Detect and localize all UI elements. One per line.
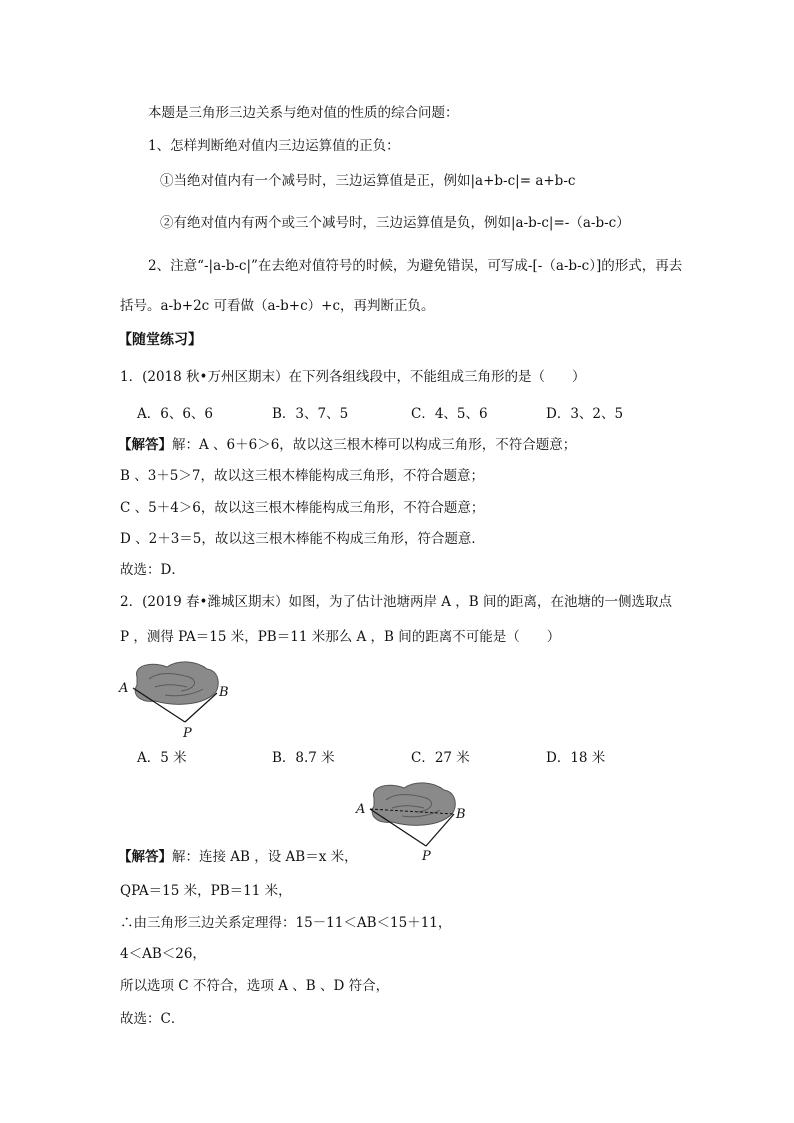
label-b: B [456, 807, 466, 822]
intro-line-5: 2、注意“-|a-b-c|”在去绝对值符号的时候，为避免错误，可写成-[-（a-b-c）]的形式，再去 [148, 258, 683, 274]
intro-line-2: 1、怎样判断绝对值内三边运算值的正负： [148, 138, 400, 154]
q1-conclusion: 故选：D． [120, 562, 185, 578]
label-a: A [119, 681, 129, 696]
q1-stem: 1．(2018 秋•万州区期末）在下列各组线段中，不能组成三角形的是（ ） [120, 369, 586, 385]
q1-option-b: B．3、7、5 [272, 406, 349, 422]
q2-stem-line-1: 2．(2019 春•潍城区期末）如图，为了估计池塘两岸 A ，B 间的距离，在池塘的一侧选取点 [120, 594, 673, 610]
q2-answer-line-5: 所以选项 C 不符合，选项 A 、B 、D 符合， [120, 978, 390, 994]
q2-option-b: B．8.7 米 [272, 750, 335, 766]
q2-option-d: D．18 米 [546, 750, 606, 766]
q2-conclusion: 故选：C． [120, 1011, 185, 1027]
answer-tag: 【解答】 [118, 437, 172, 453]
q1-answer-line-3: C 、5＋4＞6，故以这三根木棒能构成三角形，不符合题意； [120, 500, 485, 516]
q2-options [0, 748, 794, 768]
q1-answer-line-1 [118, 435, 576, 455]
pond-figure-connected [352, 776, 482, 866]
answer-tag: 【解答】 [118, 849, 172, 865]
q2-stem-line-2: P ，测得 PA＝15 米，PB＝11 米那么 A ，B 间的距离不可能是（ ） [120, 629, 561, 645]
answer-text: 解：A 、6＋6＞6，故以这三根木棒可以构成三角形，不符合题意； [172, 437, 577, 453]
q1-options [0, 404, 794, 424]
q2-option-c: C．27 米 [411, 750, 470, 766]
q2-option-a: A．5 米 [137, 750, 187, 766]
q2-answer-line-4: 4＜AB＜26， [120, 946, 206, 962]
q1-option-d: D．3、2、5 [546, 406, 624, 422]
intro-line-3: ①当绝对值内有一个减号时，三边运算值是正，例如|a+b-c|= a+b-c [160, 173, 576, 189]
q2-answer-line-3: ∴由三角形三边关系定理得：15－11＜AB＜15＋11， [120, 915, 452, 931]
intro-line-4: ②有绝对值内有两个或三个减号时，三边运算值是负，例如|a-b-c|=-（a-b-c） [160, 215, 630, 231]
q1-answer-line-2: B 、3＋5＞7，故以这三根木棒能构成三角形，不符合题意； [120, 468, 484, 484]
q2-answer-line-2: QPA＝15 米，PB＝11 米， [120, 883, 292, 899]
label-a: A [356, 802, 366, 817]
label-p: P [422, 849, 431, 864]
q1-option-c: C．4、5、6 [411, 406, 488, 422]
pond-figure [115, 655, 245, 740]
section-title: 【随堂练习】 [118, 332, 202, 348]
q1-option-a: A．6、6、6 [137, 406, 214, 422]
q2-answer-line-1 [118, 847, 358, 867]
label-p: P [183, 726, 192, 740]
q1-answer-line-4: D 、2＋3＝5，故以这三根木棒能不构成三角形，符合题意． [120, 531, 485, 547]
label-b: B [219, 685, 229, 700]
intro-line-1: 本题是三角形三边关系与绝对值的性质的综合问题： [148, 105, 459, 121]
answer-text: 解：连接 AB ，设 AB＝x 米， [172, 849, 358, 865]
intro-line-6: 括号。a-b+2c 可看做（a-b+c）+c，再判断正负。 [120, 298, 435, 314]
